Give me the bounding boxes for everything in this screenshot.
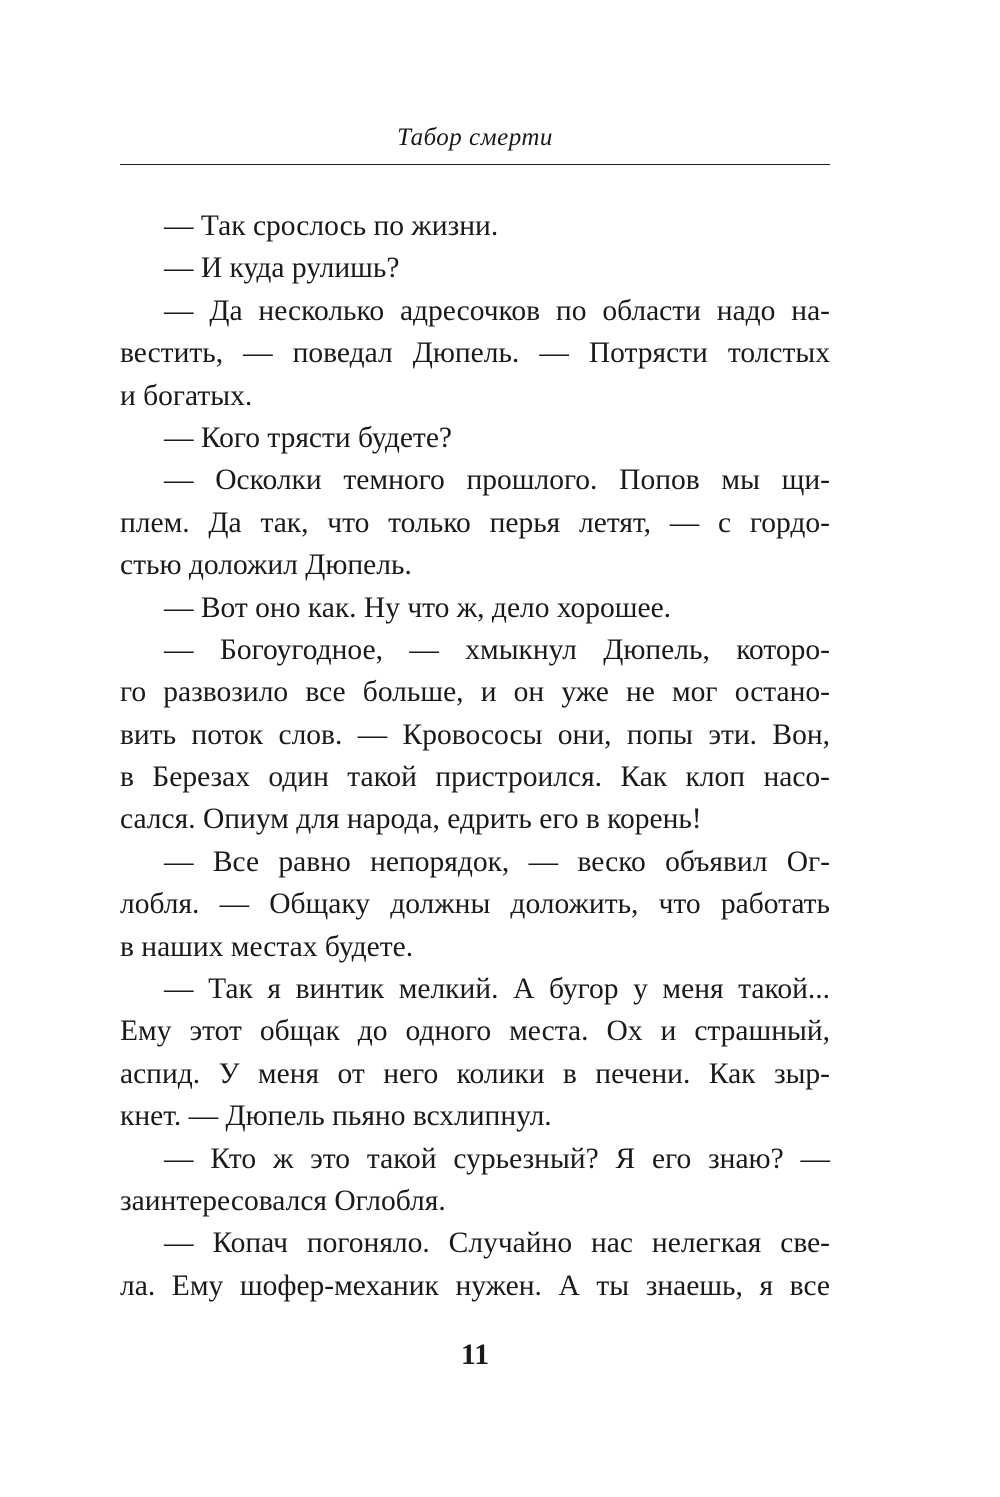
text-line: — Все равно непорядок, — веско объявил Ог- [164,845,830,878]
text-line: — Кто ж это такой сурьезный? Я его знаю? — [164,1142,830,1175]
text-line: — Копач погоняло. Случайно нас нелегкая све- [164,1227,830,1260]
text-line: аспид. У меня от него колики в печени. Как зыр- [120,1057,830,1090]
text-line: Ему этот общак до одного места. Ох и страшный, [120,1015,830,1048]
text-line: стью доложил Дюпель. [120,549,412,582]
header-divider [120,164,830,165]
page-number: 11 [460,1338,490,1371]
text-line: — И куда рулишь? [164,252,400,285]
text-line: — Так я винтик мелкий. А бугор у меня такой... [164,973,830,1006]
text-line: лобля. — Общаку должны доложить, что работать [120,888,830,921]
text-line: — Так срослось по жизни. [164,210,499,242]
text-line: заинтересовался Оглобля. [120,1184,446,1217]
text-line: — Богоугодное, — хмыкнул Дюпель, которо- [164,633,830,666]
text-line: в Березах один такой пристроился. Как клоп насо- [120,761,830,794]
text-line: — Кого трясти будете? [164,421,452,454]
body-text [120,205,830,1307]
text-line: — Да несколько адресочков по области надо на- [164,294,830,327]
text-line: го развозило все больше, и он уже не мог остано- [120,676,830,709]
text-line: сался. Опиум для народа, едрить его в корень! [120,803,702,836]
text-line: вестить, — поведал Дюпель. — Потрясти толстых [120,337,830,370]
text-line: — Осколки темного прошлого. Попов мы щи- [164,464,830,497]
text-line: кнет. — Дюпель пьяно всхлипнул. [120,1100,552,1133]
running-head-title: Табор смерти [397,124,553,151]
text-line: плем. Да так, что только перья летят, — с гордо- [120,506,830,539]
text-line: — Вот оно как. Ну что ж, дело хорошее. [164,591,672,624]
text-line: в наших местах будете. [120,930,414,963]
text-line: вить поток слов. — Кровососы они, попы эти. Вон, [120,718,830,751]
text-line: и богатых. [120,379,253,412]
text-line: ла. Ему шофер-механик нужен. А ты знаешь, я все [120,1269,830,1302]
